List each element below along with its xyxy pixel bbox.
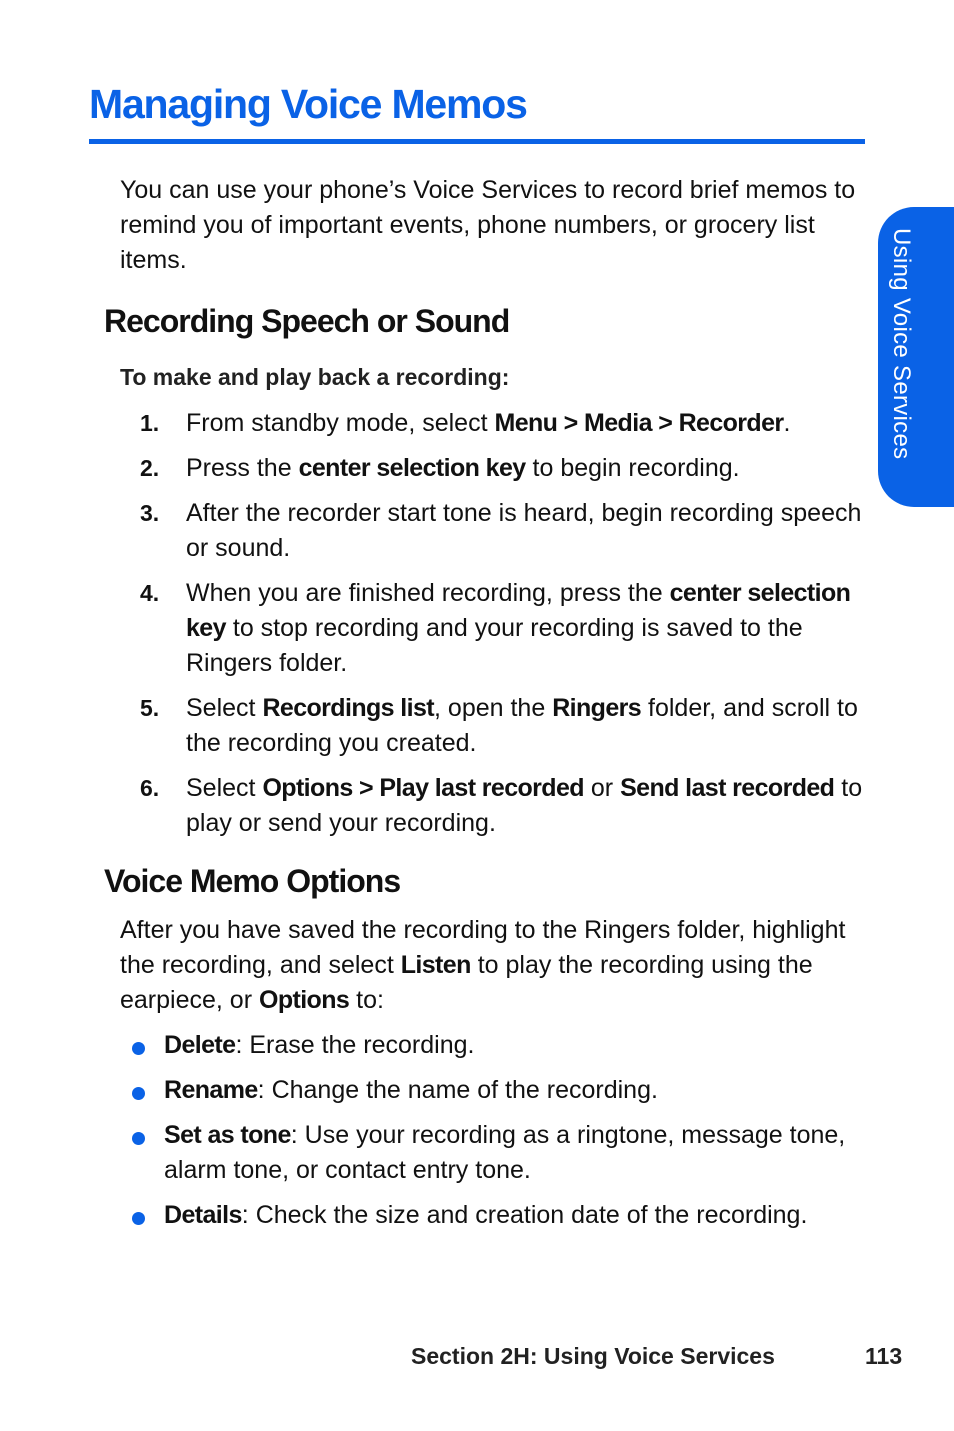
option-item: [130, 1118, 865, 1188]
intro-paragraph: You can use your phone’s Voice Services to record brief memos to remind you of important events, phone numbers, or grocery list items.: [120, 176, 856, 274]
text-run: From standby mode, select: [186, 409, 495, 437]
text-run: .: [783, 409, 791, 437]
bullet-icon: [132, 1212, 145, 1225]
step-item: [140, 576, 865, 681]
section-heading-recording: Recording Speech or Sound: [104, 303, 510, 339]
emphasized-term: Listen: [400, 951, 471, 979]
option-description: : Change the name of the recording.: [257, 1076, 658, 1104]
step-number: 1.: [140, 410, 160, 436]
text-run: to:: [349, 986, 384, 1014]
emphasized-term: Recordings list: [262, 694, 435, 722]
step-number: 5.: [140, 695, 160, 721]
option-item: [130, 1073, 865, 1108]
emphasized-term: center selection key: [298, 454, 526, 482]
emphasized-term: Options: [258, 986, 350, 1014]
text-run: Press the: [186, 454, 299, 482]
text-run: When you are finished recording, press the: [186, 579, 670, 607]
text-run: or: [583, 774, 621, 802]
text-run: folder, and scroll to the recording you created.: [186, 694, 858, 757]
option-term: Rename: [164, 1076, 258, 1104]
option-term: Delete: [164, 1031, 236, 1059]
options-list: [130, 1028, 865, 1243]
option-term: Set as tone: [164, 1121, 291, 1149]
option-item: [130, 1198, 865, 1233]
emphasized-term: Menu > Media > Recorder: [494, 409, 784, 437]
page-number: 113: [865, 1343, 903, 1369]
step-number: 3.: [140, 500, 160, 526]
step-item: [140, 771, 865, 841]
steps-lead: To make and play back a recording:: [120, 364, 510, 390]
step-item: [140, 451, 865, 486]
option-description: : Check the size and creation date of the recording.: [241, 1201, 808, 1229]
step-number: 4.: [140, 580, 160, 606]
option-description: : Use your recording as a ringtone, message tone, alarm tone, or contact entry tone.: [164, 1121, 846, 1184]
emphasized-term: center selection key: [186, 579, 851, 642]
bullet-icon: [132, 1132, 145, 1145]
step-item: [140, 496, 865, 566]
page-title: Managing Voice Memos: [89, 81, 527, 127]
text-run: to play or send your recording.: [186, 774, 863, 837]
text-run: After the recorder start tone is heard, begin recording speech or sound.: [186, 499, 862, 562]
option-item: [130, 1028, 865, 1063]
text-run: Select: [186, 694, 263, 722]
footer-section-label: Section 2H: Using Voice Services: [411, 1343, 775, 1369]
option-description: : Erase the recording.: [235, 1031, 475, 1059]
bullet-icon: [132, 1087, 145, 1100]
step-number: 6.: [140, 775, 160, 801]
text-run: to play the recording using the earpiece, or: [120, 951, 813, 1014]
title-underline: [89, 139, 865, 144]
text-run: , open the: [434, 694, 553, 722]
side-tab-label: Using Voice Services: [888, 228, 915, 460]
text-run: to begin recording.: [525, 454, 740, 482]
step-item: [140, 691, 865, 761]
options-intro-paragraph: [120, 913, 865, 1018]
text-run: Select: [186, 774, 263, 802]
recording-steps-list: [140, 406, 865, 851]
section-heading-options: Voice Memo Options: [104, 863, 401, 899]
text-run: to stop recording and your recording is saved to the Ringers folder.: [186, 614, 803, 677]
step-item: [140, 406, 865, 441]
emphasized-term: Ringers: [552, 694, 642, 722]
step-number: 2.: [140, 455, 160, 481]
text-run: After you have saved the recording to the Ringers folder, highlight the recording, and select: [120, 916, 846, 979]
bullet-icon: [132, 1042, 145, 1055]
emphasized-term: Options > Play last recorded: [262, 774, 584, 802]
emphasized-term: Send last recorded: [620, 774, 835, 802]
option-term: Details: [164, 1201, 242, 1229]
